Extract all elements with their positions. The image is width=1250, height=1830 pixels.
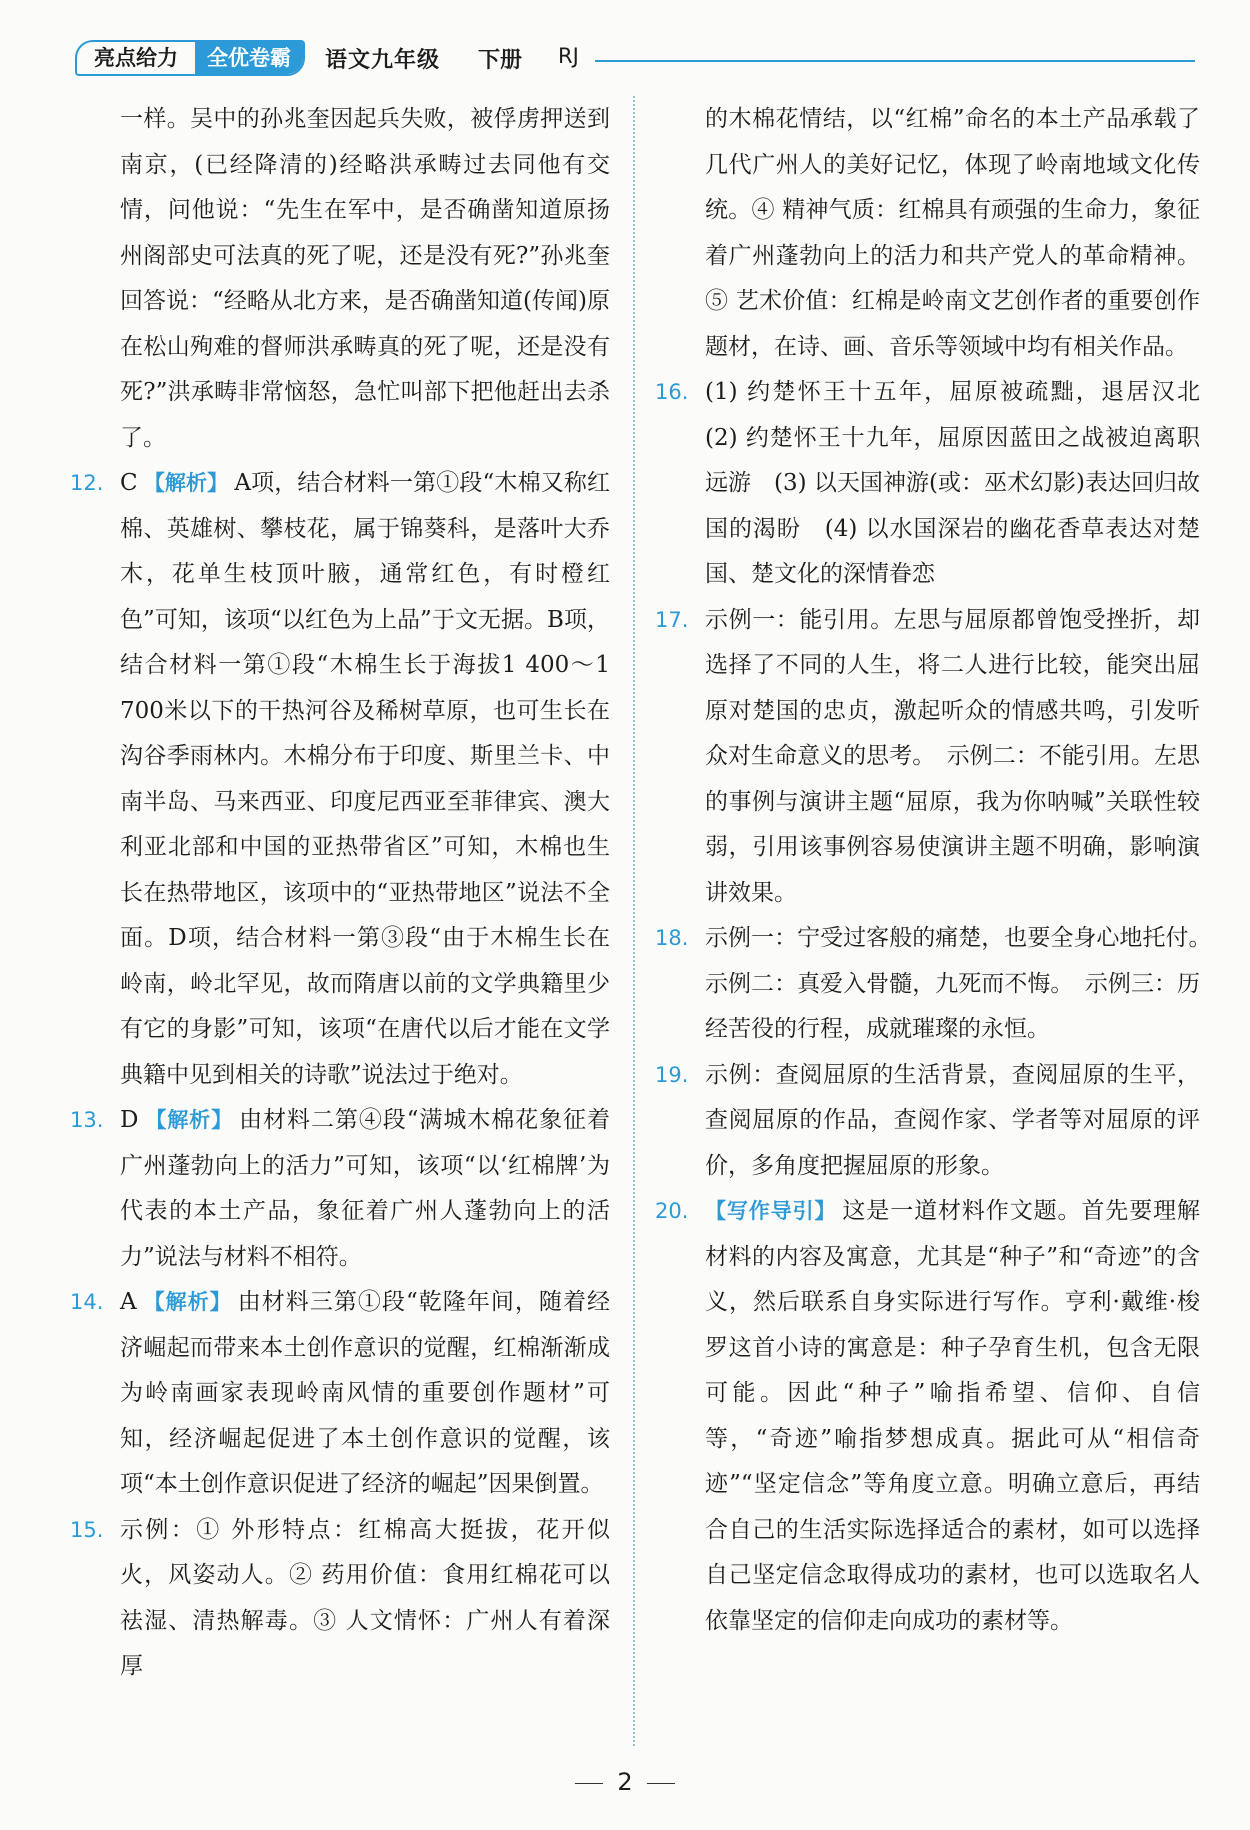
q16-number: 16. [655, 380, 689, 404]
question-12 [70, 461, 610, 1098]
page-number: 2 [617, 1768, 633, 1796]
q12-number: 12. [70, 471, 104, 495]
brand-right-text: 全优卷霸 [195, 42, 303, 74]
q13-number: 13. [70, 1108, 104, 1132]
q14-text: 由材料三第①段“乾隆年间，随着经济崛起而带来本土创作意识的觉醒，红棉渐渐成为岭南画家表现岭南风情的重要创作题材”可知，经济崛起促进了本土创作意识的觉醒，该项“本土创作意识促进了经济的崛起”因果倒置。 [120, 1289, 610, 1497]
q14-number: 14. [70, 1290, 104, 1314]
q17-number: 17. [655, 607, 689, 632]
q20-number: 20. [655, 1199, 689, 1223]
q15-cont-text: 的木棉花情结，以“红棉”命名的本土产品承载了几代广州人的美好记忆，体现了岭南地域文化传统。④ 精神气质：红棉具有顽强的生命力，象征着广州蓬勃向上的活力和共产党人的革命精神。⑤ 艺术价值：红棉是岭南文艺创作者的重要创作题材，在诗、画、音乐等领域中均有相关作品。 [705, 106, 1200, 360]
question-17 [655, 598, 1200, 917]
brand-left-text: 亮点给力 [94, 46, 178, 70]
q13-answer: D [120, 1107, 139, 1133]
question-16 [655, 370, 1223, 598]
q15-number: 15. [70, 1517, 104, 1542]
q12-text: A项，结合材料一第①段“木棉又称红棉、英雄树、攀枝花，属于锦葵科，是落叶大乔木，花单生枝顶叶腋，通常红色，有时橙红色”可知，该项“以红色为上品”于文无据。B项，结合材料一第①段“木棉生长于海拔1 400～1 700米以下的干热河谷及稀树草原，也可生长在沟谷季雨林内。木棉分布于印度、斯里兰卡、中南半岛、马来西亚、印度尼西亚至菲律宾、澳大利亚北部和中国的亚热带省区”可知，木棉也生长在热带地区，该项中的“亚热带地区”说法不全面。D项，结合材料一第③段“由于木棉生长在岭南，岭北罕见，故而隋唐以前的文学典籍里少有它的身影”可知，该项“在唐代以后才能在文学典籍中见到相关的诗歌”说法过于绝对。 [120, 470, 610, 1088]
question-19 [655, 1053, 1200, 1190]
q11-text: 一样。吴中的孙兆奎因起兵失败，被俘虏押送到南京，(已经降清的)经略洪承畴过去同他有交情，问他说：“先生在军中，是否确凿知道原扬州阁部史可法真的死了呢，还是没有死?”孙兆奎回答说：“经略从北方来，是否确凿知道(传闻)原在松山殉难的督师洪承畴真的死了呢，还是没有死?”洪承畴非常恼怒，急忙叫部下把他赶出去杀了。 [120, 106, 610, 451]
q14-answer: A [120, 1289, 137, 1315]
q11-continuation [70, 97, 610, 461]
header-rule [595, 60, 1195, 62]
brand-logo [75, 40, 305, 76]
q18-number: 18. [655, 926, 689, 950]
q17-text: 示例一：能引用。左思与屈原都曾饱受挫折，却选择了不同的人生，将二人进行比较，能突出屈原对楚国的忠贞，激起听众的情感共鸣，引发听众对生命意义的思考。 示例二：不能引用。左思的事例与演讲主题“屈原，我为你呐喊”关联性较弱，引用该事例容易使演讲主题不明确，影响演讲效果。 [705, 606, 1200, 906]
page-footer [0, 1768, 1250, 1796]
right-column [655, 97, 1223, 1644]
footer-dash-right [647, 1783, 675, 1784]
question-13 [70, 1098, 610, 1280]
edition-label: RJ [558, 44, 579, 68]
column-divider [633, 96, 635, 1746]
q15-continuation [655, 97, 1200, 370]
q19-number: 19. [655, 1062, 689, 1087]
q15-text: 示例：① 外形特点：红棉高大挺拔，花开似火，风姿动人。② 药用价值：食用红棉花可以祛湿、清热解毒。③ 人文情怀：广州人有着深厚 [120, 1516, 610, 1679]
q12-answer: C [120, 470, 138, 496]
q16-text: (1) 约楚怀王十五年，屈原被疏黜，退居汉北 (2) 约楚怀王十九年，屈原因蓝田之战被迫离职远游 (3) 以天国神游(或：巫术幻影)表达回归故国的渴盼 (4) 以水国深岩的幽花香草表达对楚国、楚文化的深情眷恋 [705, 379, 1223, 587]
question-20 [655, 1189, 1200, 1644]
page-header [75, 40, 1195, 80]
question-14 [70, 1280, 610, 1508]
question-15 [70, 1508, 610, 1690]
q12-tag: 【解析】 [143, 471, 229, 495]
question-18 [655, 916, 1223, 1053]
q13-text: 由材料二第④段“满城木棉花象征着广州蓬勃向上的活力”可知，该项“以‘红棉牌’为代表的本土产品，象征着广州人蓬勃向上的活力”说法与材料不相符。 [120, 1107, 611, 1270]
q19-text: 示例：查阅屈原的生活背景，查阅屈原的生平，查阅屈原的作品，查阅作家、学者等对屈原的评价，多角度把握屈原的形象。 [705, 1061, 1200, 1179]
q13-tag: 【解析】 [144, 1108, 234, 1132]
q20-tag: 【写作导引】 [705, 1199, 837, 1223]
footer-dash-left [575, 1783, 603, 1784]
q14-tag: 【解析】 [142, 1290, 232, 1314]
left-column [70, 97, 610, 1690]
q18-text: 示例一：宁受过客般的痛楚，也要全身心地托付。 示例二：真爱入骨髓，九死而不悔。 示例三：历经苦役的行程，成就璀璨的永恒。 [705, 925, 1223, 1042]
volume-label: 下册 [478, 48, 523, 73]
subject-title: 语文九年级 [325, 48, 441, 73]
q20-text: 这是一道材料作文题。首先要理解材料的内容及寓意，尤其是“种子”和“奇迹”的含义，然后联系自身实际进行写作。亨利·戴维·梭罗这首小诗的寓意是：种子孕育生机，包含无限可能。因此“种子”喻指希望、信仰、自信等，“奇迹”喻指梦想成真。据此可从“相信奇迹”“坚定信念”等角度立意。明确立意后，再结合自己的生活实际选择适合的素材，如可以选择自己坚定信念取得成功的素材，也可以选取名人依靠坚定的信仰走向成功的素材等。 [705, 1198, 1201, 1634]
